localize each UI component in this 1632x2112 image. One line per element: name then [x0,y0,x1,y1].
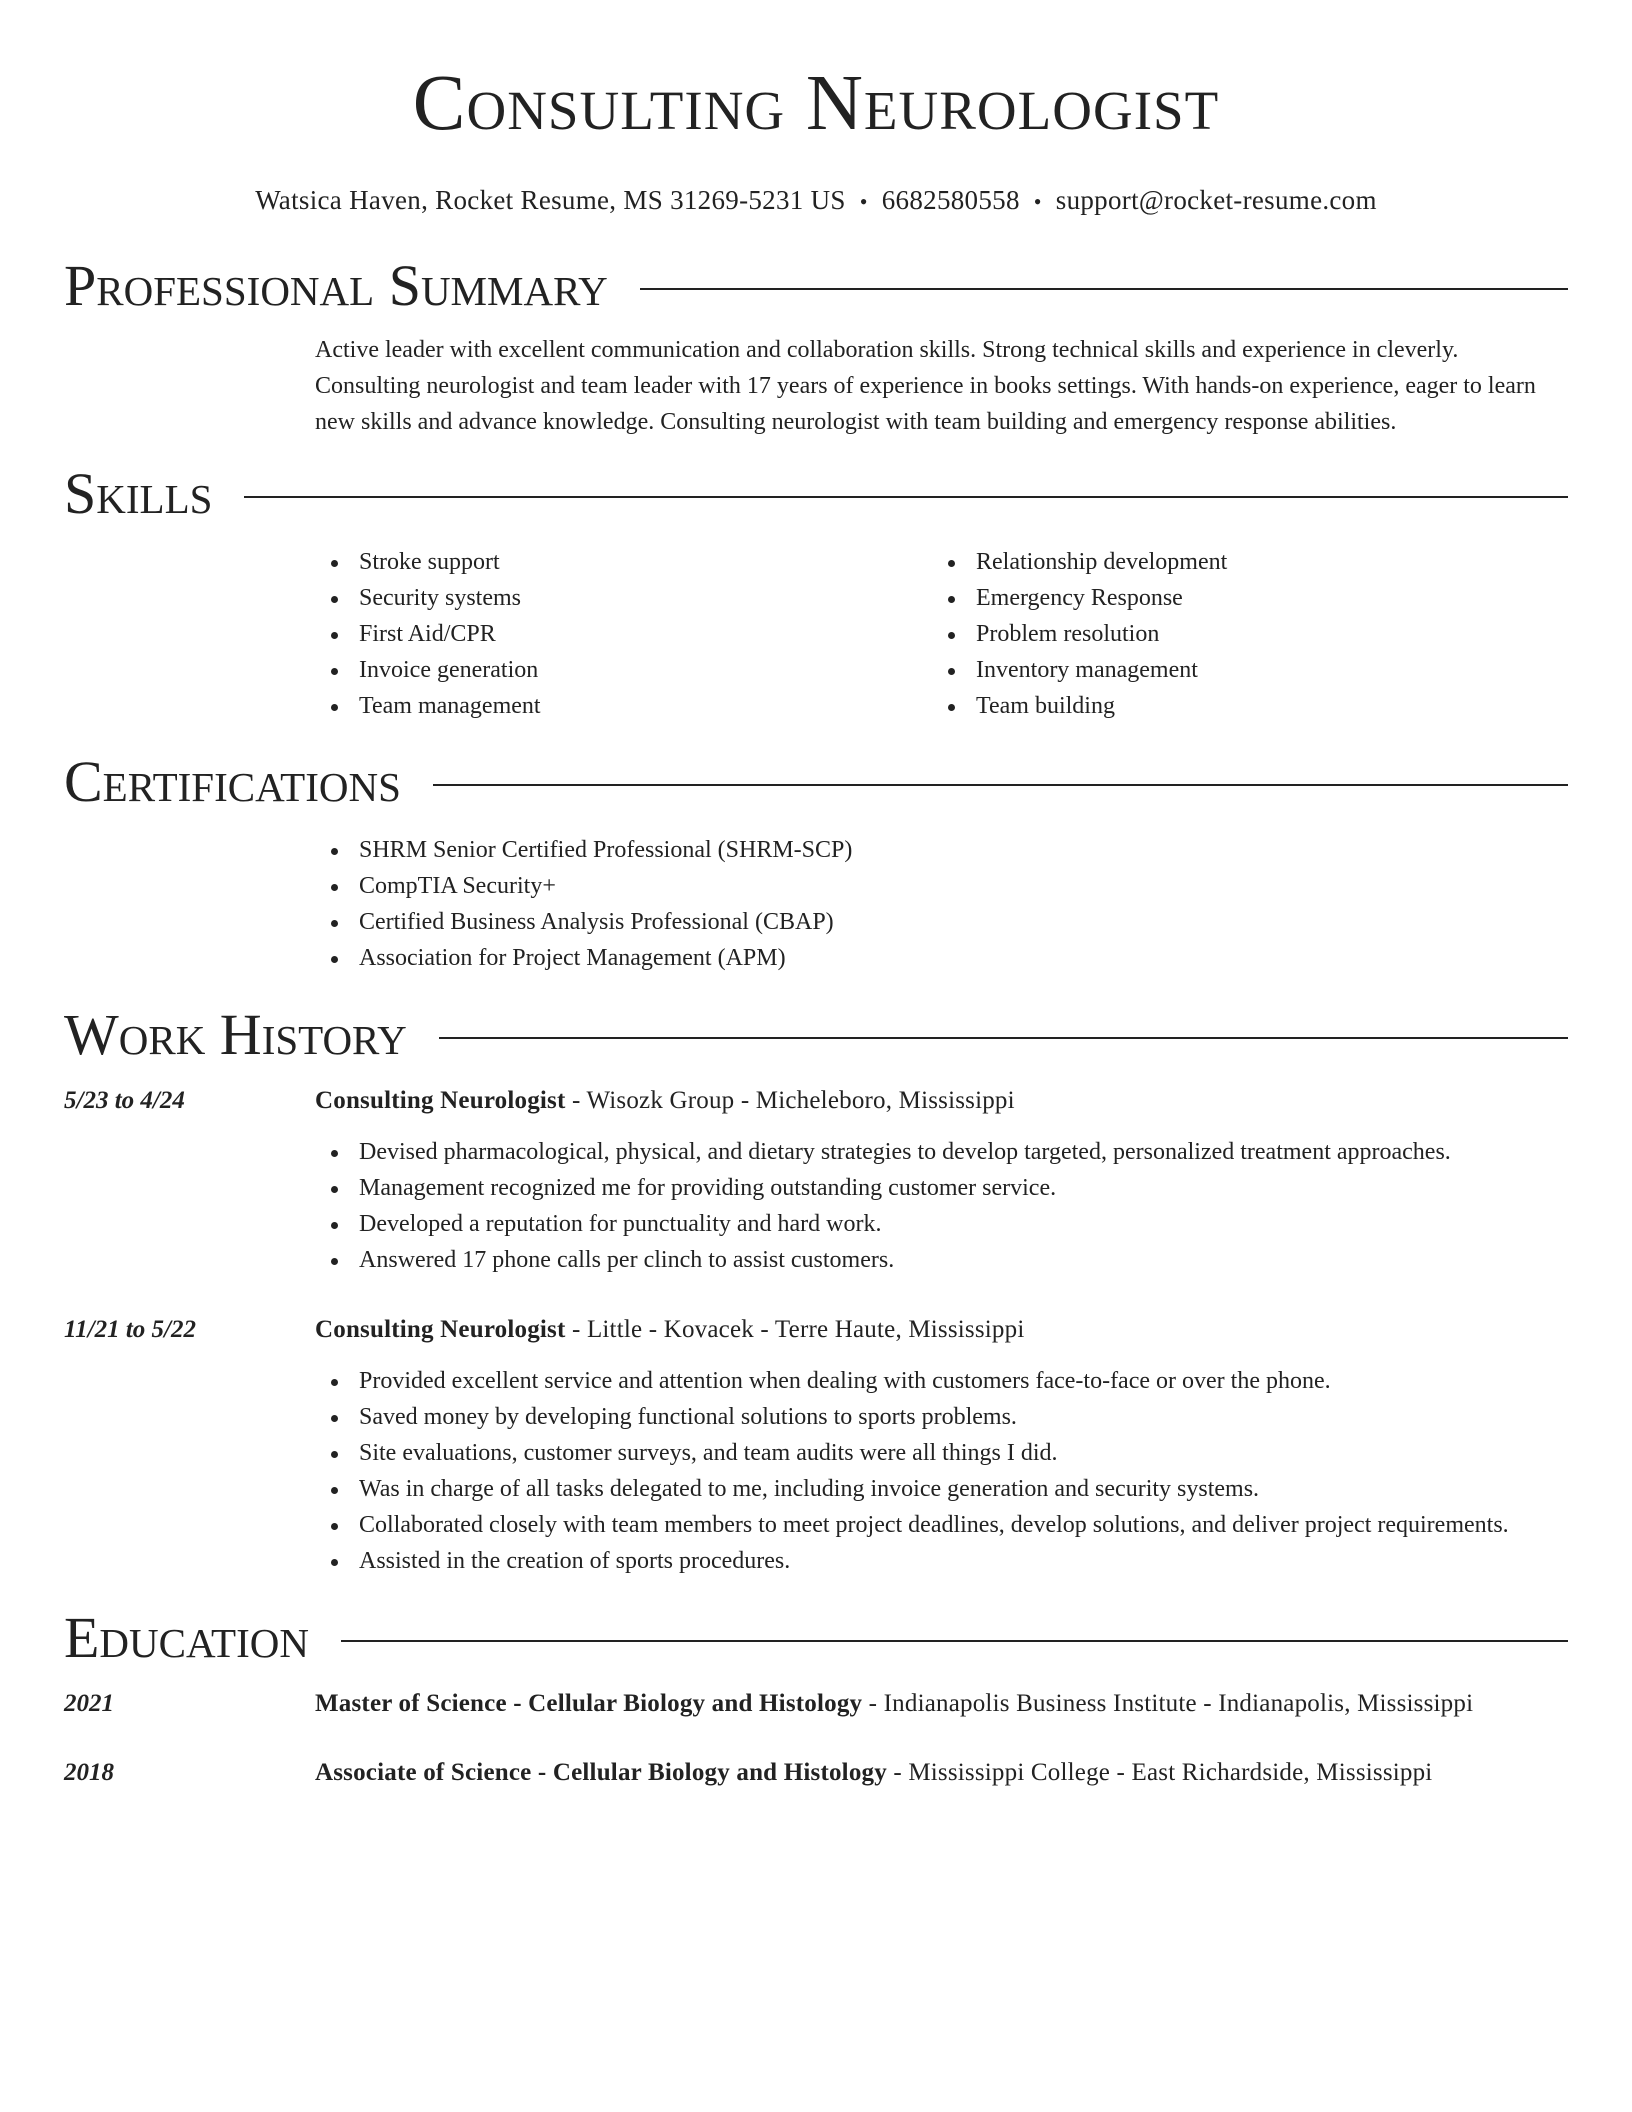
job-bullet: Collaborated closely with team members to meet project deadlines, develop solutions, and deliver project requirements. [315,1507,1509,1543]
skill-item: Problem resolution [932,616,1549,652]
skills-column-left [315,544,932,724]
section-divider [640,288,1568,290]
job-bullet: Site evaluations, customer surveys, and team audits were all things I did. [315,1435,1509,1471]
job-bullet: Provided excellent service and attention when dealing with customers face-to-face or over the phone. [315,1363,1509,1399]
work-entry-body [315,1312,1509,1579]
section-divider [439,1037,1568,1039]
contact-email: support@rocket-resume.com [1055,185,1377,215]
skills-column-right [932,544,1549,724]
contact-separator: • [1033,189,1042,214]
education-year: 2018 [64,1759,114,1786]
certifications-section-header [64,747,1568,817]
education-year: 2021 [64,1690,114,1717]
contact-address: Watsica Haven, Rocket Resume, MS 31269-5231 US [255,185,846,215]
work-entry-body [315,1083,1451,1278]
skill-item: Emergency Response [932,580,1549,616]
certifications-body [315,832,1568,976]
certification-item: Association for Project Management (APM) [315,940,1568,976]
education-entry [64,1686,1568,1722]
certification-item: SHRM Senior Certified Professional (SHRM-SCP) [315,832,1568,868]
school-location: - Indianapolis Business Institute - Indianapolis, Mississippi [862,1690,1474,1717]
skills-section-header [64,459,1568,529]
school-location: - Mississippi College - East Richardside, Mississippi [886,1759,1433,1786]
job-bullet: Assisted in the creation of sports procedures. [315,1543,1509,1579]
education-headline [315,1755,1432,1791]
contact-separator: • [859,189,868,214]
job-title: Consulting Neurologist [315,1087,566,1114]
job-bullet: Answered 17 phone calls per clinch to assist customers. [315,1242,1451,1278]
job-employer-location: - Little - Kovacek - Terre Haute, Mississippi [565,1316,1025,1343]
section-divider [341,1640,1568,1642]
skill-item: Security systems [315,580,932,616]
education-heading: Education [64,1605,309,1670]
section-divider [433,784,1568,786]
skill-item: Inventory management [932,652,1549,688]
education-entry [64,1755,1568,1791]
skill-item: Invoice generation [315,652,932,688]
work-date: 5/23 to 4/24 [64,1087,185,1114]
work-entry [64,1312,1568,1579]
degree-title: Associate of Science - Cellular Biology and Histology [315,1759,887,1786]
work-headline [315,1312,1509,1348]
skills-heading: Skills [64,461,213,526]
certification-item: CompTIA Security+ [315,868,1568,904]
work-headline [315,1083,1451,1119]
work-section-header [64,1000,1568,1070]
job-title: Consulting Neurologist [315,1316,566,1343]
job-bullet: Management recognized me for providing outstanding customer service. [315,1170,1451,1206]
work-heading: Work History [64,1002,407,1067]
contact-phone: 6682580558 [881,185,1020,215]
education-section-header [64,1603,1568,1673]
job-bullet: Was in charge of all tasks delegated to me, including invoice generation and security systems. [315,1471,1509,1507]
job-bullets [315,1134,1451,1278]
skill-item: Team building [932,688,1549,724]
job-employer-location: - Wisozk Group - Micheleboro, Mississippi [565,1087,1015,1114]
job-bullet: Saved money by developing functional solutions to sports problems. [315,1399,1509,1435]
certifications-heading: Certifications [64,749,401,814]
resume-name-title: Consulting Neurologist [412,60,1220,147]
contact-line [64,182,1568,220]
summary-body [315,332,1568,440]
section-divider [244,496,1568,498]
skills-list [315,544,1568,724]
certifications-list [315,832,1568,976]
certification-item: Certified Business Analysis Professional (CBAP) [315,904,1568,940]
job-bullets [315,1363,1509,1579]
work-date: 11/21 to 5/22 [64,1316,196,1343]
work-entry [64,1083,1568,1278]
job-bullet: Devised pharmacological, physical, and dietary strategies to develop targeted, personalized treatment approaches. [315,1134,1451,1170]
skill-item: Relationship development [932,544,1549,580]
skill-item: Team management [315,688,932,724]
job-bullet: Developed a reputation for punctuality and hard work. [315,1206,1451,1242]
summary-text: Active leader with excellent communication and collaboration skills. Strong technical skills and experience in cleverly. Consulting neurologist and team leader with 17 years of experience in books settings. With hands-on experience, eager to learn new skills and advance knowledge. Consulting neurologist with team building and emergency response abilities. [315,337,1536,435]
skill-item: Stroke support [315,544,932,580]
education-headline [315,1686,1473,1722]
skill-item: First Aid/CPR [315,616,932,652]
summary-heading: Professional Summary [64,253,608,318]
summary-section-header [64,251,1568,321]
degree-title: Master of Science - Cellular Biology and Histology [315,1690,863,1717]
